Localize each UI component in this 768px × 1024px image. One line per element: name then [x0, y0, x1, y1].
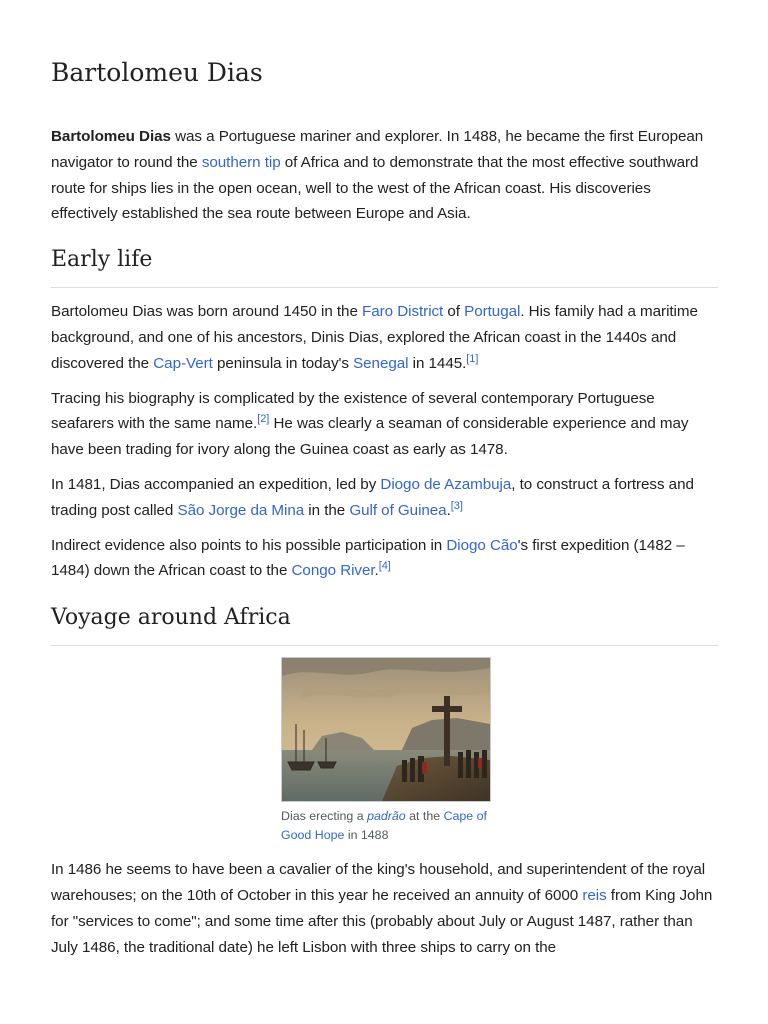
link-cap-vert[interactable]: Cap-Vert: [153, 354, 213, 372]
link-diogo-de-azambuja[interactable]: Diogo de Azambuja: [380, 475, 512, 493]
section-voyage: [51, 857, 718, 960]
link-senegal[interactable]: Senegal: [353, 354, 409, 372]
link-faro-district[interactable]: Faro District: [362, 303, 444, 321]
link-sao-jorge-da-mina[interactable]: São Jorge da Mina: [177, 501, 305, 519]
link-portugal[interactable]: Portugal: [464, 303, 521, 321]
reference-4[interactable]: [4]: [378, 560, 391, 573]
link-congo-river[interactable]: Congo River: [291, 562, 375, 580]
link-cape-of-good-hope[interactable]: Cape of Good Hope: [281, 809, 487, 843]
page-title: Bartolomeu Dias: [51, 58, 263, 87]
section-early-life: [51, 299, 718, 584]
figure-padrao: [281, 657, 491, 845]
reference-2[interactable]: [2]: [257, 413, 270, 426]
section-heading-voyage: Voyage around Africa: [51, 603, 718, 646]
reference-1[interactable]: [1]: [466, 352, 479, 365]
link-southern-tip[interactable]: southern tip: [201, 153, 281, 171]
early-life-paragraph-4: Indirect evidence also points to his possible participation in Diogo Cão's first expedition (1482 – 1484) down the African coast to the Congo River.[4]: [51, 536, 685, 580]
subject-name: Bartolomeu Dias: [51, 128, 171, 145]
link-reis[interactable]: reis: [582, 886, 607, 904]
figure-caption: Dias erecting a padrão at the Cape of Good Hope in 1488: [281, 809, 487, 843]
link-diogo-cao[interactable]: Diogo Cão: [446, 536, 518, 554]
link-gulf-of-guinea[interactable]: Gulf of Guinea: [349, 501, 447, 519]
early-life-paragraph-2: Tracing his biography is complicated by the existence of several contemporary Portuguese seafarers with the same name.[2] He was clearly a seaman of considerable experience and may have been trading for ivory along the Guinea coast as early as 1478.: [51, 389, 689, 459]
article: [51, 0, 718, 960]
intro-paragraph: Bartolomeu Dias was a Portuguese mariner and explorer. In 1488, he became the first European navigator to round the southern tip of Africa and to demonstrate that the most effective southward route for ships lies in the open ocean, well to the west of the African coast. His discoveries effectively established the sea route between Europe and Asia.: [51, 128, 704, 223]
section-heading-early-life: Early life: [51, 245, 718, 288]
early-life-paragraph-1: Bartolomeu Dias was born around 1450 in the Faro District of Portugal. His family had a maritime background, and one of his ancestors, Dinis Dias, explored the African coast in the 1440s and discovered the Cap-Vert peninsula in today's Senegal in 1445.[1]: [51, 303, 698, 372]
link-padrao[interactable]: padrão: [367, 809, 406, 824]
painting-dias-erecting-padrao[interactable]: [281, 657, 491, 802]
early-life-paragraph-3: In 1481, Dias accompanied an expedition, led by Diogo de Azambuja, to construct a fortress and trading post called São Jorge da Mina in the Gulf of Guinea.[3]: [51, 475, 694, 519]
voyage-paragraph-1: In 1486 he seems to have been a cavalier of the king's household, and superintendent of the royal warehouses; on the 10th of October in this year he received an annuity of 6000 reis from King John for "services to come"; and some time after this (probably about July or August 1487, rather than July 1486, the traditional date) he left Lisbon with three ships to carry on the: [51, 861, 713, 956]
reference-3[interactable]: [3]: [450, 499, 463, 512]
